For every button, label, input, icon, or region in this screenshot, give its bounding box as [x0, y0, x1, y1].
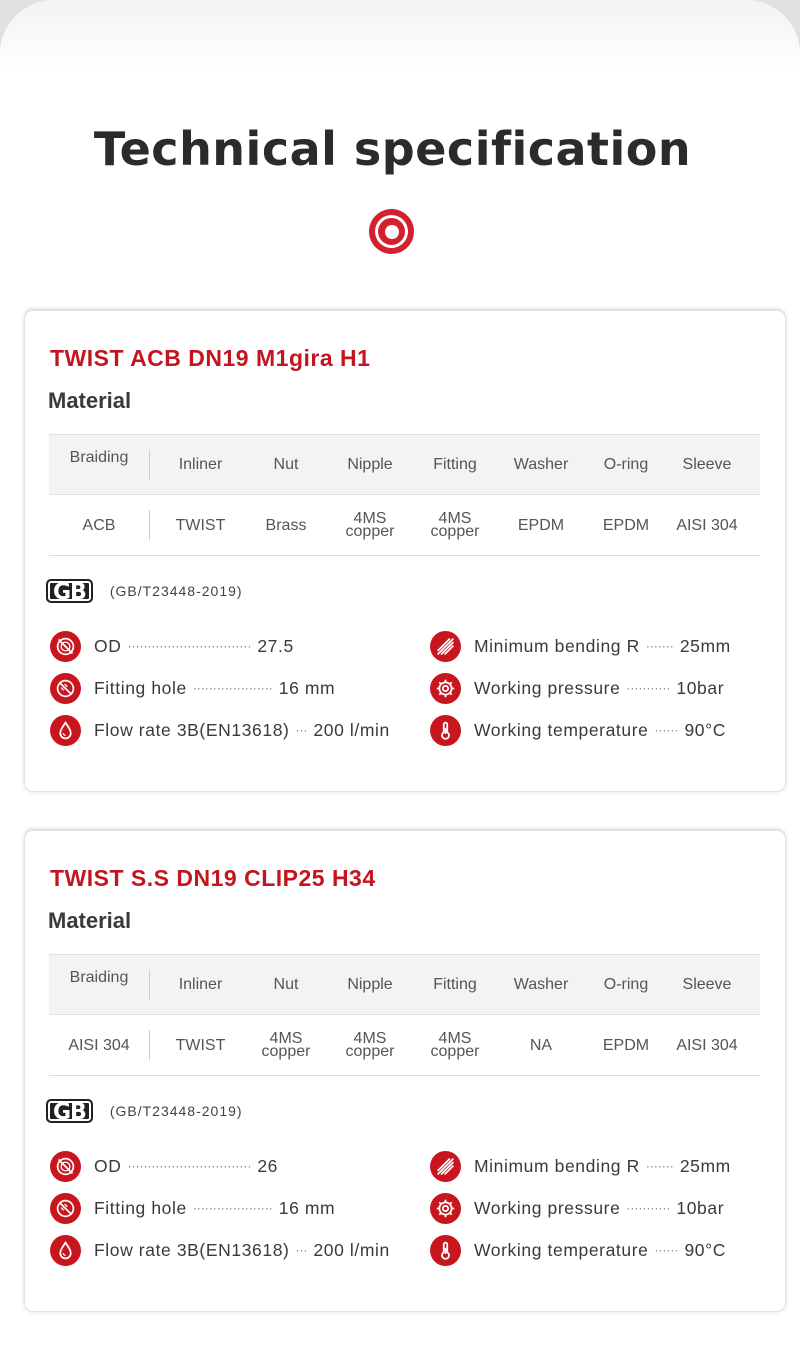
gear-icon — [430, 1193, 461, 1224]
spec-label: Fitting hole — [94, 677, 187, 698]
column-header: Nipple — [347, 456, 393, 473]
spec-item — [430, 715, 726, 745]
thermometer-icon — [430, 1235, 461, 1266]
table-cell: Brass — [265, 516, 307, 534]
spec-value: 90°C — [684, 1239, 726, 1260]
column-header: Fitting — [433, 976, 477, 993]
spec-label: Minimum bending R — [474, 1155, 640, 1176]
column-header: Nipple — [347, 976, 393, 993]
material-table — [49, 434, 760, 556]
spec-label: Working pressure — [474, 677, 621, 698]
thermometer-icon — [430, 715, 461, 746]
leader-dots: ······ — [654, 1243, 679, 1257]
leader-dots: ··········· — [626, 1201, 671, 1215]
spec-value: 27.5 — [257, 635, 294, 656]
fitting-hole-icon — [50, 673, 81, 704]
spec-value: 200 l/min — [313, 1239, 390, 1260]
spec-label: OD — [94, 1155, 122, 1176]
spec-value: 90°C — [684, 719, 726, 740]
bending-radius-icon — [430, 1151, 461, 1182]
od-icon — [50, 1151, 81, 1182]
spec-value: 200 l/min — [313, 719, 390, 740]
column-header: Washer — [513, 456, 569, 473]
spec-item — [50, 631, 294, 661]
standard-row — [46, 579, 243, 603]
spec-label: Fitting hole — [94, 1197, 187, 1218]
column-header: Inliner — [178, 456, 223, 473]
spec-value: 25mm — [679, 1155, 731, 1176]
leader-dots: ··· — [295, 723, 308, 737]
leader-dots: ··· — [295, 1243, 308, 1257]
table-cell: ACB — [49, 510, 150, 540]
column-header: O-ring — [603, 976, 649, 993]
column-header: Nut — [273, 976, 299, 993]
flow-rate-icon — [50, 715, 81, 746]
gb-logo: GB — [46, 579, 93, 603]
table-cell: AISI 304 — [49, 1030, 150, 1060]
table-cell: TWIST — [175, 516, 226, 534]
column-header: O-ring — [603, 456, 649, 473]
spec-item — [50, 715, 390, 745]
spec-value: 26 — [257, 1155, 279, 1176]
table-cell: 4MS copper — [345, 510, 395, 540]
spec-value: 10bar — [676, 677, 725, 698]
table-cell: EPDM — [602, 516, 650, 534]
column-header: Inliner — [178, 976, 223, 993]
column-header: Braiding — [49, 450, 150, 480]
flow-rate-icon — [50, 1235, 81, 1266]
spec-label: Minimum bending R — [474, 635, 640, 656]
od-icon — [50, 631, 81, 662]
table-cell: 4MS copper — [261, 1030, 311, 1060]
gear-icon — [430, 673, 461, 704]
table-cell: 4MS copper — [345, 1030, 395, 1060]
spec-value: 16 mm — [278, 677, 336, 698]
spec-item — [50, 1151, 278, 1181]
leader-dots: ··········· — [626, 681, 671, 695]
table-cell: AISI 304 — [676, 516, 738, 534]
material-heading: Material — [48, 908, 132, 933]
leader-dots: ······· — [645, 639, 674, 653]
table-cell: 4MS copper — [430, 510, 480, 540]
leader-dots: ···················· — [192, 681, 273, 695]
product-name: TWIST ACB DN19 M1gira H1 — [50, 345, 371, 371]
target-icon — [369, 209, 414, 254]
product-name: TWIST S.S DN19 CLIP25 H34 — [50, 865, 376, 891]
spec-label: Working pressure — [474, 1197, 621, 1218]
table-row — [49, 1015, 760, 1076]
table-cell: 4MS copper — [430, 1030, 480, 1060]
spec-item — [430, 1235, 726, 1265]
spec-item — [50, 673, 335, 703]
table-row — [49, 495, 760, 556]
column-header: Sleeve — [682, 456, 732, 473]
column-header: Fitting — [433, 456, 477, 473]
standard-code: (GB/T23448-2019) — [109, 1103, 243, 1119]
table-cell: AISI 304 — [676, 1036, 738, 1054]
spec-item — [430, 1151, 731, 1181]
standard-code: (GB/T23448-2019) — [109, 583, 243, 599]
spec-label: OD — [94, 635, 122, 656]
column-header: Braiding — [49, 970, 150, 1000]
gb-logo: GB — [46, 1099, 93, 1123]
spec-value: 25mm — [679, 635, 731, 656]
spec-label: Flow rate 3B(EN13618) — [94, 719, 290, 740]
spec-label: Flow rate 3B(EN13618) — [94, 1239, 290, 1260]
leader-dots: ······························· — [127, 1159, 252, 1173]
column-header: Sleeve — [682, 976, 732, 993]
spec-item — [430, 1193, 724, 1223]
fitting-hole-icon — [50, 1193, 81, 1224]
leader-dots: ······························· — [127, 639, 252, 653]
spec-label: Working temperature — [474, 1239, 649, 1260]
column-header: Nut — [273, 456, 299, 473]
material-table — [49, 954, 760, 1076]
spec-item — [430, 631, 731, 661]
material-heading: Material — [48, 388, 132, 413]
leader-dots: ······ — [654, 723, 679, 737]
spec-value: 10bar — [676, 1197, 725, 1218]
column-header: Washer — [513, 976, 569, 993]
table-cell: EPDM — [602, 1036, 650, 1054]
spec-label: Working temperature — [474, 719, 649, 740]
table-cell: TWIST — [175, 1036, 226, 1054]
spec-value: 16 mm — [278, 1197, 336, 1218]
table-header-row — [49, 954, 760, 1015]
leader-dots: ······· — [645, 1159, 674, 1173]
page-title: Technical specification — [93, 122, 692, 176]
bending-radius-icon — [430, 631, 461, 662]
table-header-row — [49, 434, 760, 495]
spec-item — [50, 1235, 390, 1265]
standard-row — [46, 1099, 243, 1123]
table-cell: EPDM — [517, 516, 565, 534]
spec-item — [430, 673, 724, 703]
leader-dots: ···················· — [192, 1201, 273, 1215]
spec-item — [50, 1193, 335, 1223]
table-cell: NA — [529, 1036, 553, 1054]
product-card — [25, 311, 785, 791]
product-card — [25, 831, 785, 1311]
